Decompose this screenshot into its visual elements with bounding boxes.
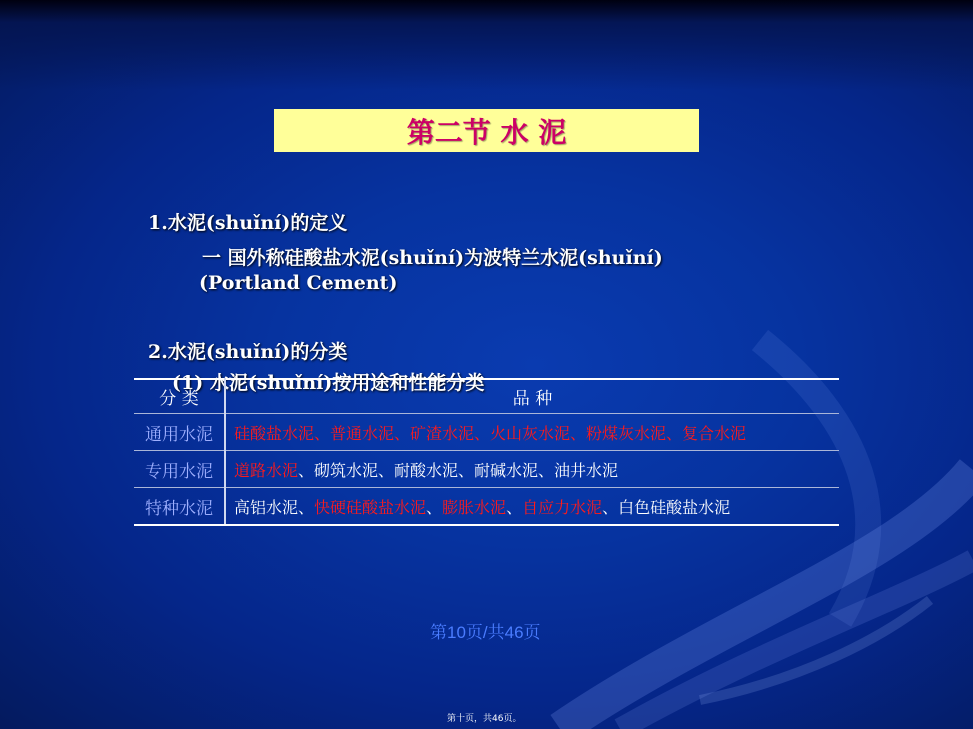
row-category: 专用水泥 (134, 451, 225, 488)
row-varieties (225, 414, 839, 451)
variety-segment: 膨胀水泥 (442, 497, 507, 517)
table-row (134, 414, 839, 451)
variety-segment: 快硬硅酸盐水泥 (314, 497, 427, 517)
row-category: 通用水泥 (134, 414, 225, 451)
variety-segment: 、 (426, 497, 443, 517)
page-footer: 第十页，共46页。 (447, 714, 522, 724)
variety-segment: 、 (506, 497, 523, 517)
variety-segment: 、白色硅酸盐水泥 (602, 497, 731, 517)
section2-heading: 2.水泥(shuǐní)的分类 (148, 341, 348, 363)
definition-line: 一 国外称硅酸盐水泥(shuǐní)为波特兰水泥(shuǐní) (202, 247, 663, 269)
title-box (274, 109, 699, 152)
classification-subheading: (1) 水泥(shuǐní)按用途和性能分类 (172, 372, 485, 394)
variety-segment: 高铝水泥、 (234, 497, 315, 517)
row-category: 特种水泥 (134, 488, 225, 526)
cement-classification-table (134, 378, 839, 526)
table-row (134, 451, 839, 488)
variety-segment: 、砌筑水泥、耐酸水泥、耐碱水泥、油井水泥 (298, 460, 619, 480)
definition-english: (Portland Cement) (199, 272, 398, 294)
header-varieties: 品 种 (225, 379, 839, 414)
header-category: 分 类 (134, 379, 225, 414)
page-indicator: 第10页/共46页 (430, 623, 541, 642)
row-varieties (225, 488, 839, 526)
variety-segment: 硅酸盐水泥、普通水泥、矿渣水泥、火山灰水泥、粉煤灰水泥、复合水泥 (234, 423, 747, 443)
table-row (134, 488, 839, 526)
row-varieties (225, 451, 839, 488)
variety-segment: 自应力水泥 (522, 497, 603, 517)
section1-heading: 1.水泥(shuǐní)的定义 (148, 212, 348, 234)
table-header-row (134, 379, 839, 414)
slide-title: 第二节 水 泥 (406, 115, 567, 149)
variety-segment: 道路水泥 (234, 460, 299, 480)
